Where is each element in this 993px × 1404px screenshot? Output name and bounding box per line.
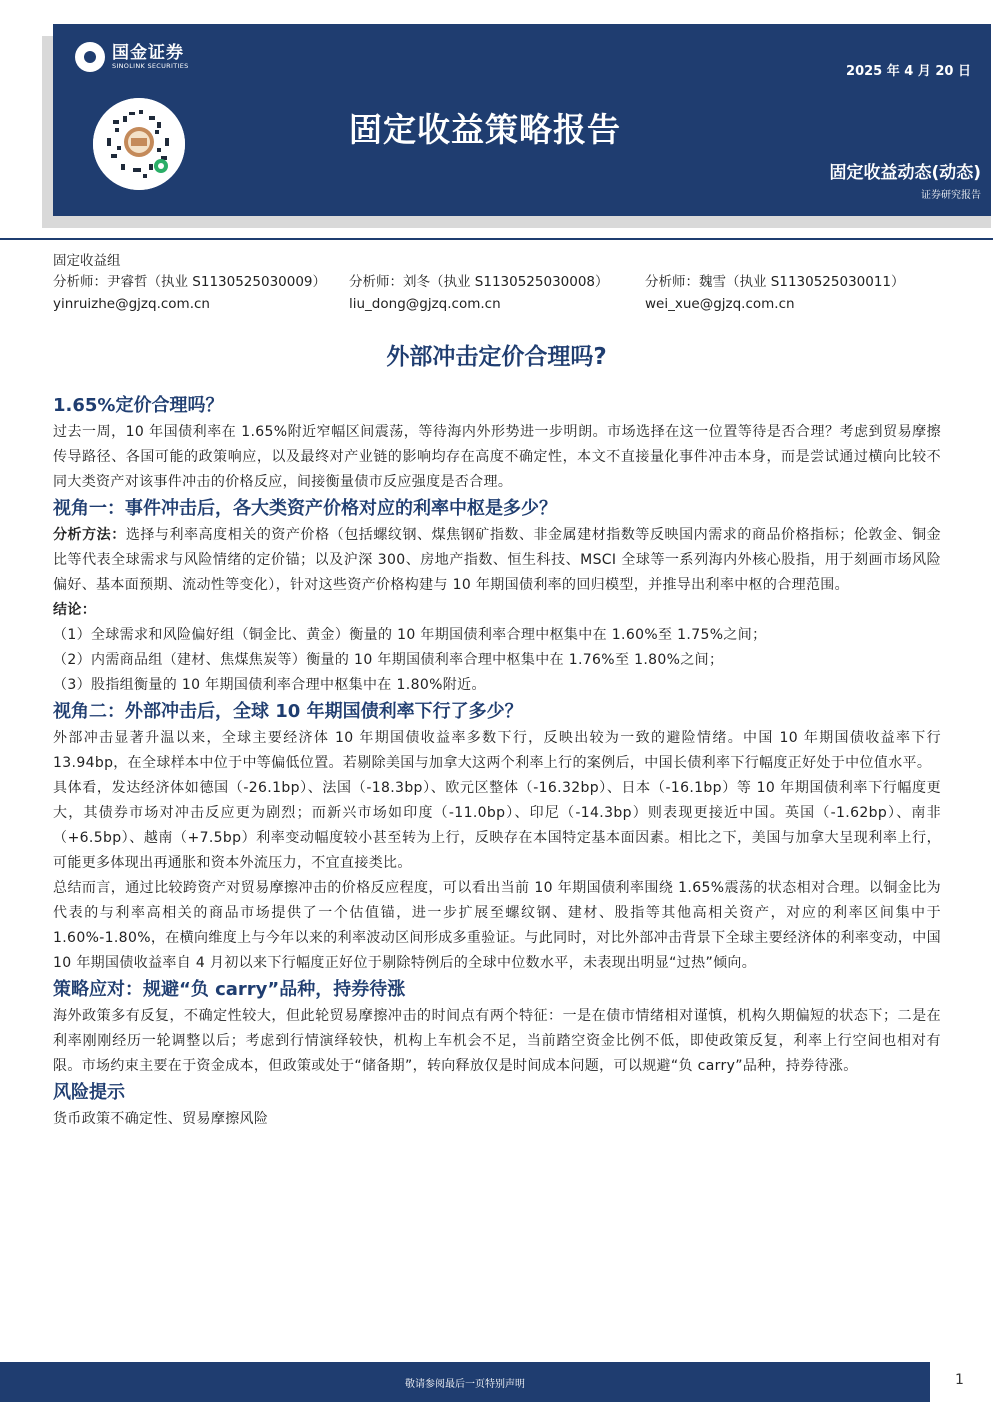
report-title: 固定收益策略报告 (349, 110, 621, 149)
paragraph: 外部冲击显著升温以来，全球主要经济体 10 年期国债收益率多数下行，反映出较为一致的避险情绪。中国 10 年期国债收益率下行 13.94bp，在全球样本中位于中等偏低位置。若剔除美国与加拿大这两个利率上行的案例后，中国长债利率下行幅度正好处于中位值水平。 (53, 730, 941, 771)
report-banner (53, 24, 991, 216)
author-3-email[interactable]: wei_xue@gjzq.com.cn (645, 296, 795, 312)
page-number: 1 (955, 1372, 964, 1388)
report-type: 固定收益动态(动态) (829, 163, 981, 183)
method-label: 分析方法： (53, 527, 126, 543)
conclusion-item: （2）内需商品组（建材、焦煤焦炭等）衡量的 10 年期国债利率合理中枢集中在 1.76%至 1.80%之间； (53, 652, 724, 668)
article-title: 外部冲击定价合理吗? (386, 344, 607, 370)
paragraph: 具体看，发达经济体如德国（-26.1bp）、法国（-18.3bp）、欧元区整体（-16.32bp）、日本（-16.1bp）等 10 年期国债利率下行幅度更大，其债券市场对冲击反应更为剧烈；而新兴市场如印度（-11.0bp）、印尼（-14.3bp）则表现更接近中国。英国（-1.62bp）、南非（+6.5bp）、越南（+7.5bp）利率变动幅度较小甚至转为上行，反映存在本国特定基本面因素。相比之下，美国与加拿大呈现利率上行，可能更多体现出再通胀和资本外流压力，不宜直接类比。 (53, 780, 941, 871)
paragraph: 总结而言，通过比较跨资产对贸易摩擦冲击的价格反应程度，可以看出当前 10 年期国债利率围绕 1.65%震荡的状态相对合理。以铜金比为代表的与利率高相关的商品市场提供了一个估值锚，进一步扩展至螺纹钢、建材、股指等其他高相关资产，对应的利率区间集中于 1.60%-1.80%，在横向维度上与今年以来的利率波动区间形成多重验证。与此同时，对比外部冲击背景下全球主要经济体的利率变动，中国 10 年期国债收益率自 4 月初以来下行幅度正好位于剔除特例后的全球中位数水平，未表现出明显“过热”倾向。 (53, 880, 941, 971)
author-names (53, 271, 953, 293)
qr-code-icon[interactable] (93, 98, 185, 190)
section-heading: 视角二：外部冲击后，全球 10 年期国债利率下行了多少？ (53, 701, 523, 722)
report-date: 2025 年 4 月 20 日 (846, 64, 971, 79)
company-logo (75, 42, 189, 72)
paragraph: 海外政策多有反复，不确定性较大，但此轮贸易摩擦冲击的时间点有两个特征：一是在债市情绪相对谨慎，机构久期偏短的状态下；二是在利率刚刚经历一轮调整以后；考虑到行情演绎较快，机构上车机会不足，当前踏空资金比例不低，即使政策反复，利率上行空间也相对有限。市场约束主要在于资金成本，但政策或处于“储备期”，转向释放仅是时间成本问题，可以规避“负 carry”品种，持券待涨。 (53, 1008, 941, 1074)
research-team: 固定收益组 (53, 253, 121, 269)
author-1-label: 分析师：尹睿哲（执业 S1130525030009） (53, 274, 327, 290)
article-body (53, 392, 941, 1132)
conclusion-label: 结论： (53, 602, 97, 618)
footer-bar (0, 1362, 930, 1402)
method-text: 选择与利率高度相关的资产价格（包括螺纹钢、煤焦钢矿指数、非金属建材指数等反映国内需求的商品价格指标；伦敦金、铜金比等代表全球需求与风险情绪的定价锚；以及沪深 300、房地产指数、恒生科技、MSCI 全球等一系列海内外核心股指，用于刻画市场风险偏好、基本面预期、流动性等变化），针对这些资产价格构建与 10 年期国债利率的回归模型，并推导出利率中枢的合理范围。 (53, 527, 941, 593)
section-heading: 视角一：事件冲击后，各大类资产价格对应的利率中枢是多少？ (53, 498, 557, 519)
author-2-email[interactable]: liu_dong@gjzq.com.cn (349, 296, 501, 312)
method-paragraph (53, 523, 941, 598)
conclusion-item: （3）股指组衡量的 10 年期国债利率合理中枢集中在 1.80%附近。 (53, 677, 486, 693)
report-kind: 证券研究报告 (921, 190, 981, 201)
author-block (53, 252, 953, 315)
paragraph: 货币政策不确定性、贸易摩擦风险 (53, 1111, 269, 1127)
author-3-label: 分析师：魏雪（执业 S1130525030011） (645, 274, 905, 290)
conclusion-item: （1）全球需求和风险偏好组（铜金比、黄金）衡量的 10 年期国债利率合理中枢集中在 1.60%至 1.75%之间； (53, 627, 767, 643)
author-2-label: 分析师：刘冬（执业 S1130525030008） (349, 274, 609, 290)
company-logo-icon (75, 42, 105, 72)
author-emails (53, 293, 953, 315)
section-heading: 1.65%定价合理吗？ (53, 395, 224, 416)
section-heading: 风险提示 (53, 1082, 125, 1103)
paragraph: 过去一周，10 年国债利率在 1.65%附近窄幅区间震荡，等待海内外形势进一步明朗。市场选择在这一位置等待是否合理？考虑到贸易摩擦传导路径、各国可能的政策响应，以及最终对产业链的影响均存在高度不确定性，本文不直接量化事件冲击本身，而是尝试通过横向比较不同大类资产对该事件冲击的价格反应，间接衡量债市反应强度是否合理。 (53, 424, 941, 490)
company-name-en: SINOLINK SECURITIES (112, 61, 189, 70)
section-heading: 策略应对：规避“负 carry”品种，持券待涨 (53, 979, 406, 1000)
author-1-email[interactable]: yinruizhe@gjzq.com.cn (53, 296, 210, 312)
company-name-cn: 国金证券 (112, 42, 184, 63)
header-divider (0, 238, 993, 240)
footer-disclaimer[interactable]: 敬请参阅最后一页特别声明 (405, 1378, 525, 1390)
